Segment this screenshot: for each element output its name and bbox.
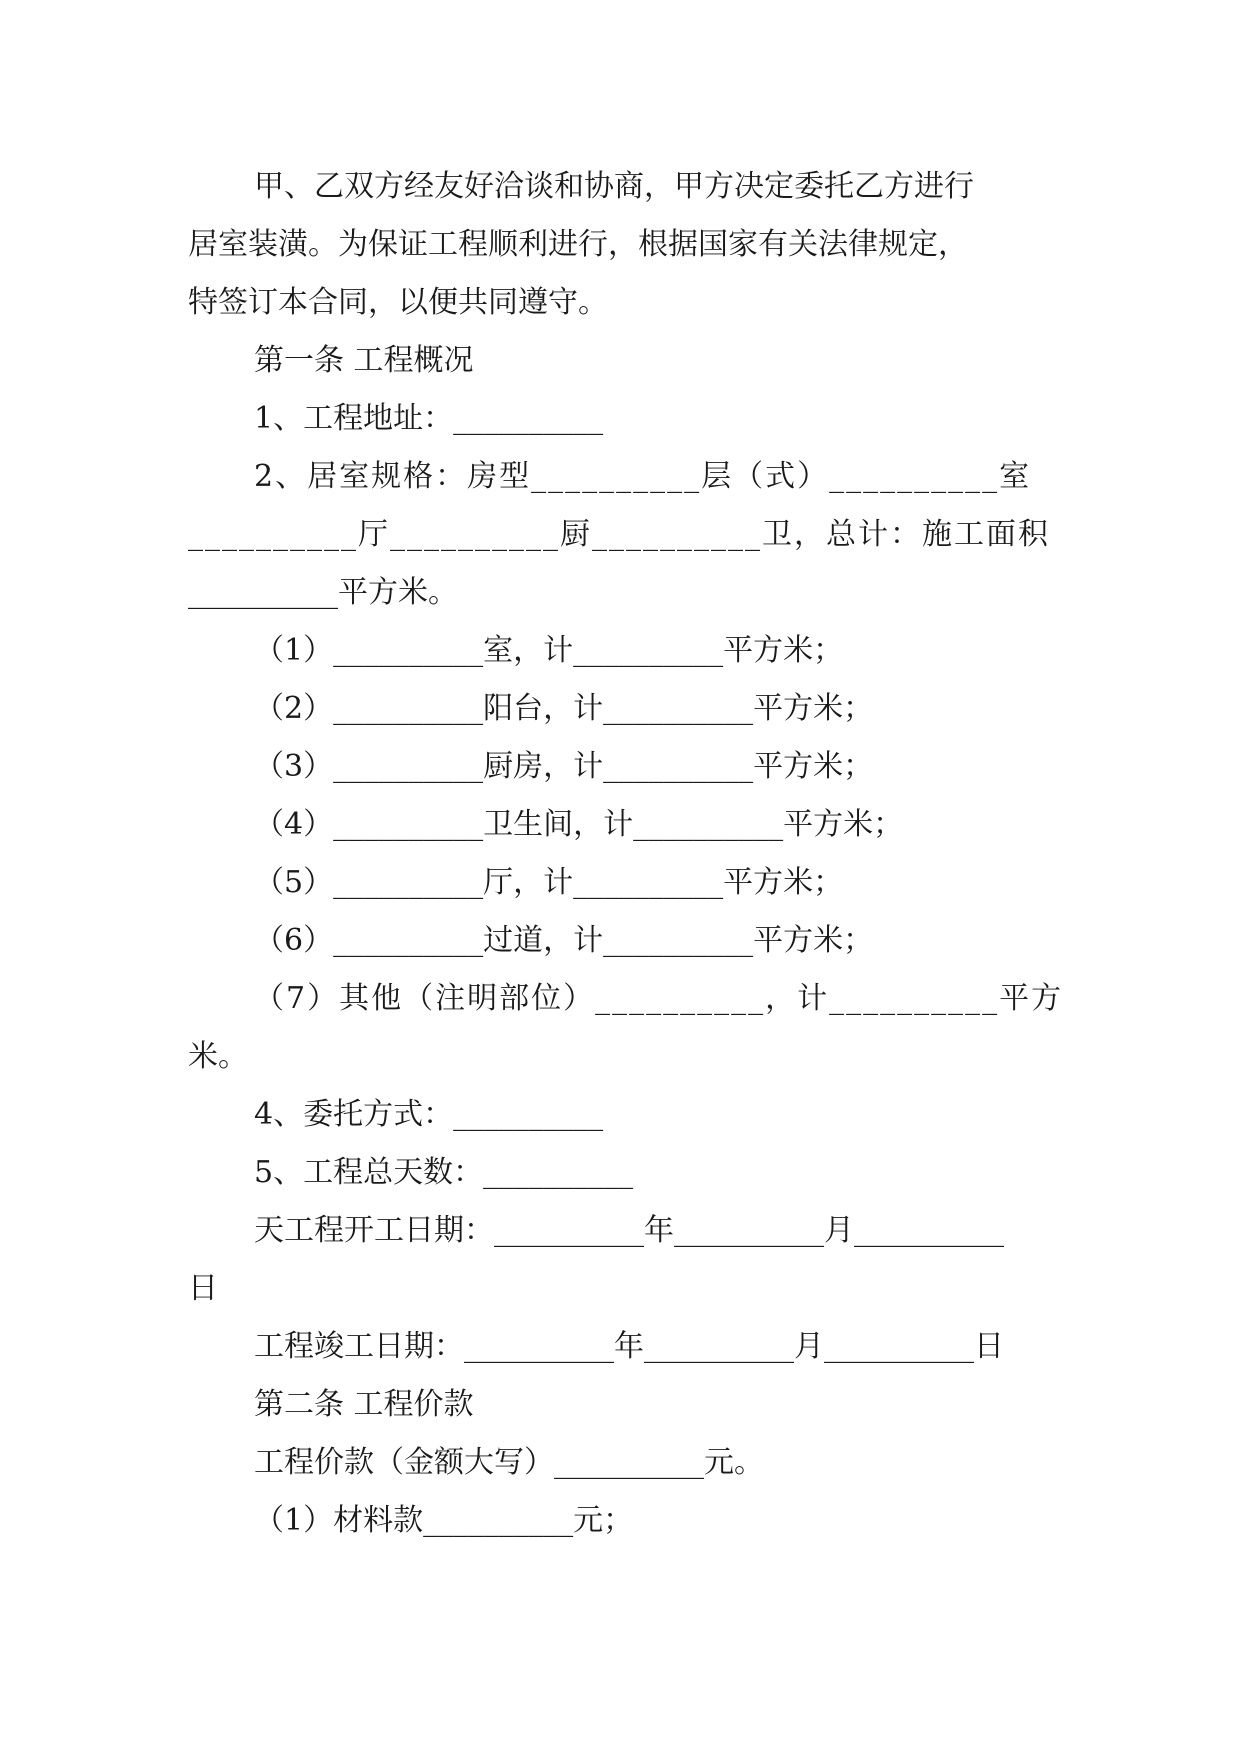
area-item-7-line-1: （7）其他（注明部位）__________，计__________平方 [254, 981, 1064, 1016]
article-2-title: 第二条 工程价款 [254, 1387, 474, 1422]
intro-line-1: 甲、乙双方经友好洽谈和协商，甲方决定委托乙方进行 [254, 169, 974, 204]
room-spec-line-3: __________平方米。 [188, 575, 458, 610]
area-item-5: （5）__________厅，计__________平方米； [254, 865, 844, 900]
area-item-3: （3）__________厨房，计__________平方米； [254, 749, 874, 784]
project-address: 1、工程地址：__________ [254, 401, 604, 436]
entrust-method: 4、委托方式：__________ [254, 1097, 604, 1132]
intro-line-3: 特签订本合同，以便共同遵守。 [188, 285, 608, 320]
area-item-7-line-2: 米。 [188, 1039, 248, 1074]
material-cost: （1）材料款__________元； [254, 1503, 634, 1538]
area-item-4: （4）__________卫生间，计__________平方米； [254, 807, 904, 842]
finish-date: 工程竣工日期：__________年__________月__________日 [254, 1329, 1004, 1364]
start-date-line-2: 日 [188, 1271, 218, 1306]
room-spec-line-2: __________厅__________厨__________卫，总计：施工面积 [188, 517, 1050, 552]
contract-body [188, 158, 1068, 1550]
area-item-2: （2）__________阳台，计__________平方米； [254, 691, 874, 726]
area-item-6: （6）__________过道，计__________平方米； [254, 923, 874, 958]
article-1-title: 第一条 工程概况 [254, 343, 474, 378]
total-days: 5、工程总天数：__________ [254, 1155, 634, 1190]
project-price: 工程价款（金额大写）__________元。 [254, 1445, 764, 1480]
room-spec-line-1: 2、居室规格：房型__________层（式）__________室 [254, 459, 1032, 494]
start-date-line-1: 天工程开工日期：__________年__________月__________ [254, 1213, 1004, 1248]
area-item-1: （1）__________室，计__________平方米； [254, 633, 844, 668]
intro-line-2: 居室装潢。为保证工程顺利进行，根据国家有关法律规定， [188, 227, 968, 262]
